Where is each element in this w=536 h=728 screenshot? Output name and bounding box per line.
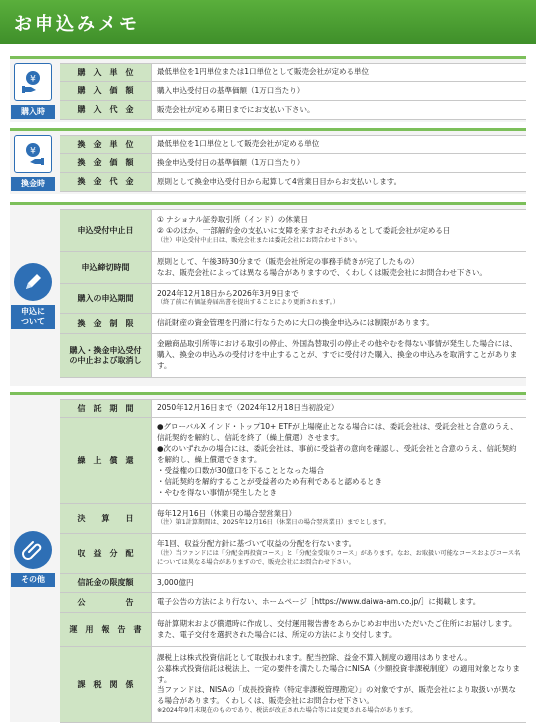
row-label: 信 託 期 間	[60, 400, 152, 417]
row-value: 2024年12月18日から2026年3月9日まで （終了前に有価証券届出書を提出することにより更新されます。）	[157, 288, 340, 307]
table-row	[60, 314, 526, 334]
row-label: 換 金 制 限	[60, 314, 152, 333]
row-label: 換 金 単 位	[60, 136, 152, 153]
table-row	[60, 334, 526, 378]
row-label: 運 用 報 告 書	[60, 613, 152, 646]
table-row	[60, 173, 526, 192]
row-label: 購入・換金申込受付 の中止および取消し	[60, 334, 152, 377]
section-purchase	[10, 56, 526, 122]
row-label: 公 告	[60, 593, 152, 612]
row-value: 最低単位を1口単位として販売会社が定める単位	[157, 139, 320, 149]
table-row	[60, 63, 526, 82]
table-row	[60, 154, 526, 173]
table-row	[60, 647, 526, 723]
table-row	[60, 534, 526, 574]
table-row	[60, 613, 526, 647]
row-label: 申込受付中止日	[60, 210, 152, 251]
table-row	[60, 418, 526, 504]
row-label: 購 入 代 金	[60, 101, 152, 119]
section-redemption	[10, 128, 526, 194]
row-value: 原則として換金申込受付日から起算して4営業日目からお支払いします。	[157, 176, 402, 186]
section-purchase-label: 購入時	[11, 105, 55, 119]
table-row	[60, 574, 526, 593]
pen-icon	[14, 263, 52, 301]
section-redemption-label: 換金時	[11, 177, 55, 191]
row-label: 購 入 単 位	[60, 64, 152, 81]
row-label: 購 入 価 額	[60, 82, 152, 100]
row-value: 3,000億円	[157, 577, 194, 587]
section-redemption-side	[10, 131, 56, 194]
row-value: 毎年12月16日（休業日の場合翌営業日） （注）第1計算期間は、2025年12月16日（休業日の場合翌営業日）までとします。	[157, 508, 390, 527]
row-value: 2050年12月16日まで（2024年12月18日当初設定）	[157, 403, 339, 413]
table-row	[60, 82, 526, 101]
table-row	[60, 209, 526, 252]
row-label: 換 金 代 金	[60, 173, 152, 191]
row-value: 金融商品取引所等における取引の停止、外国為替取引の停止その他やむを得ない事情が発生した場合には、購入、換金の申込みの受付けを中止することが、すでに受付けた購入、換金の申込みを取消すことがあります。	[157, 339, 518, 370]
table-row	[60, 284, 526, 314]
section-other	[10, 392, 526, 722]
table-row	[60, 135, 526, 154]
table-row	[60, 101, 526, 120]
row-label: 繰 上 償 還	[60, 418, 152, 503]
row-label: 決 算 日	[60, 504, 152, 533]
row-label: 収 益 分 配	[60, 534, 152, 573]
row-value: 年1回、収益分配方針に基づいて収益の分配を行ないます。 （注）当ファンドには「分配金再投資コース」と「分配金受取りコース」があります。なお、お取扱い可能なコースおよびコース名については異なる場合がありますので、販売会社にお問合わせ下さい。	[157, 539, 521, 566]
row-value: 原則として、午後3時30分まで（販売会社所定の事務手続きが完了したもの） なお、販売会社によっては異なる場合がありますので、くわしくは販売会社にお問合わせ下さい。	[157, 256, 487, 277]
section-application-label: 申込に ついて	[11, 305, 55, 329]
svg-text:¥: ¥	[30, 146, 36, 156]
row-value: ① ナショナル証券取引所（インド）の休業日 ② ①のほか、一部解約金の支払いに支障を来すおそれがあるとして委託会社が定める日 （注）申込受付中止日は、販売会社または委託会社にお問合わせ下さい。	[157, 215, 451, 244]
row-value: 電子公告の方法により行ない、ホームページ［https://www.daiwa-am.co.jp/］に掲載します。	[157, 597, 481, 607]
section-purchase-side	[10, 59, 56, 122]
section-other-side	[10, 395, 56, 722]
row-label: 申込締切時間	[60, 252, 152, 283]
row-value: 信託財産の資金管理を円滑に行なうために大口の換金申込みには制限があります。	[157, 318, 434, 328]
row-value: 販売会社が定める期日までにお支払い下さい。	[157, 104, 315, 114]
table-row	[60, 399, 526, 418]
page-title: お申込みメモ	[0, 0, 536, 44]
row-value: 課税上は株式投資信託として取扱われます。配当控除、益金不算入制度の適用はありません。 公募株式投資信託は税法上、一定の要件を満たした場合にNISA（少額投資非課税制度）の適用対象となります。 当ファンドは、NISAの「成長投資枠（特定非課税管理勘定）」の対象ですが、販売会社により取扱いが異なる場合があります。くわしくは、販売会社にお問合わせ下さい。 ※2024年9月末現在のものであり、税法が改正された場合等には変更される場合があります。	[157, 652, 520, 715]
row-value: 毎計算期末および償還時に作成し、交付運用報告書をあらかじめお申出いただいたご住所にお届けします。また、電子交付を選択された場合には、所定の方法により交付します。	[157, 618, 517, 639]
purchase-icon	[14, 63, 52, 101]
svg-text:¥: ¥	[30, 74, 36, 84]
paperclip-icon	[14, 531, 52, 569]
row-label: 課 税 関 係	[60, 647, 152, 722]
section-application	[10, 202, 526, 386]
table-row	[60, 504, 526, 534]
row-value: 換金申込受付日の基準価額（1万口当たり）	[157, 157, 305, 167]
row-value: 購入申込受付日の基準価額（1万口当たり）	[157, 85, 305, 95]
table-row	[60, 593, 526, 613]
section-other-label: その他	[11, 573, 55, 587]
table-row	[60, 252, 526, 284]
row-label: 購入の申込期間	[60, 284, 152, 313]
row-value: 最低単位を1円単位または1口単位として販売会社が定める単位	[157, 67, 370, 77]
row-value: ●グローバルX インド・トップ10+ ETFが上場廃止となる場合には、委託会社は、受託会社と合意のうえ、信託契約を解約し、信託を終了（繰上償還）させます。 ●次のいずれかの場合には、委託会社は、事前に受益者の意向を確認し、受託会社と合意のうえ、信託契約を解約し、繰上償還できます。 ・受益権の口数が30億口を下ることとなった場合 ・信託契約を解約することが受益者のため有利であると認めるとき ・やむを得ない事情が発生したとき	[157, 422, 518, 497]
row-label: 信託金の限度額	[60, 574, 152, 592]
section-application-side	[10, 205, 56, 386]
row-label: 換 金 価 額	[60, 154, 152, 172]
redemption-icon	[14, 135, 52, 173]
